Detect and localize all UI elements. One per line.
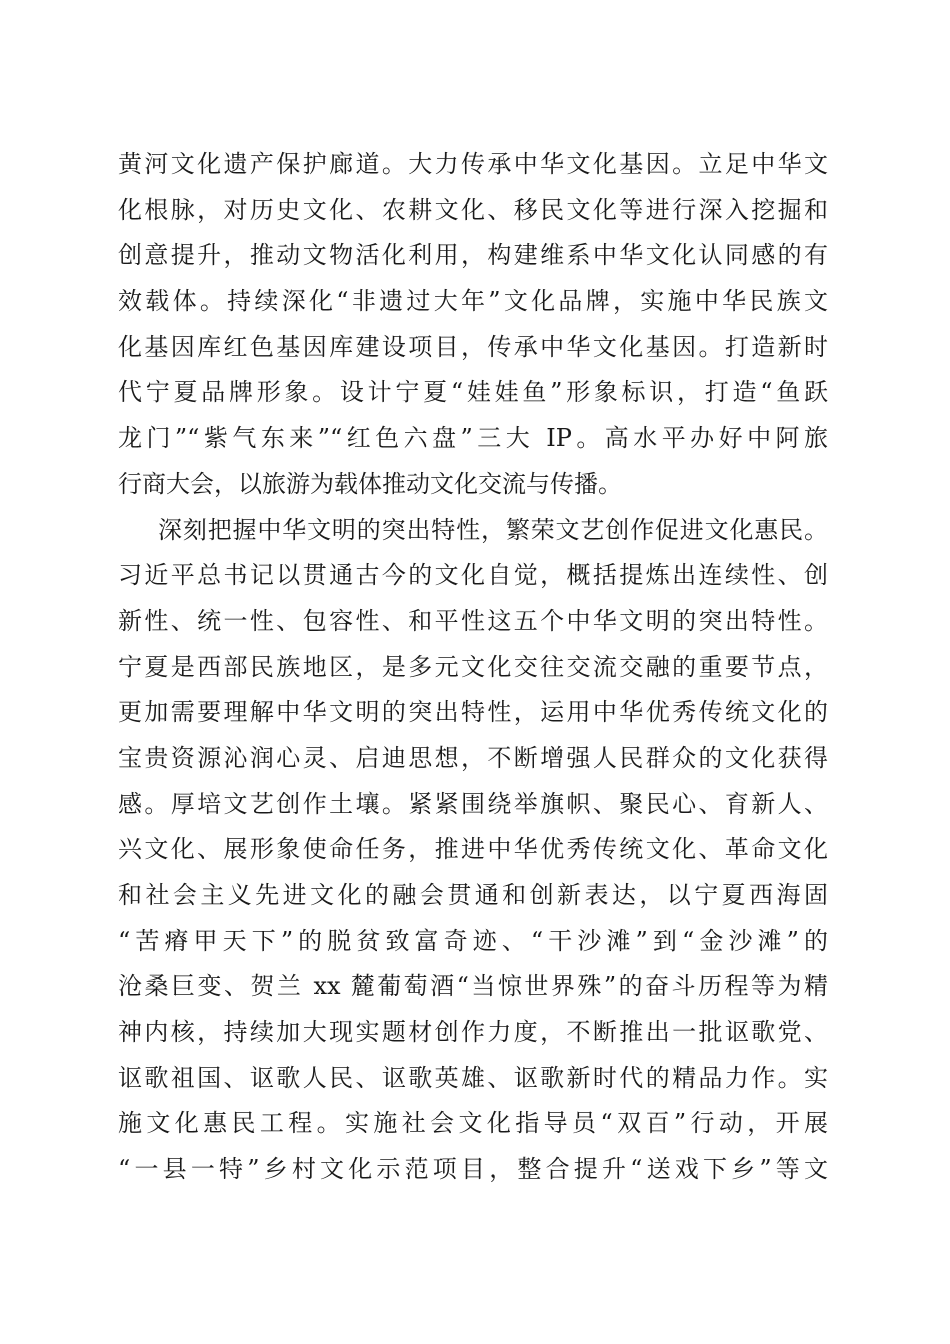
text-line: 龙门”“紫气东来”“红色六盘”三大 IP。高水平办好中阿旅 xyxy=(118,424,828,453)
text-line: 深刻把握中华文明的突出特性，繁荣文艺创作促进文化惠民。 xyxy=(158,515,828,544)
text-line: 效载体。持续深化“非遗过大年”文化品牌，实施中华民族文 xyxy=(118,287,828,316)
text-line: 化基因库红色基因库建设项目，传承中华文化基因。打造新时 xyxy=(118,332,828,361)
paragraph-1 xyxy=(118,142,828,508)
text-line: 化根脉，对历史文化、农耕文化、移民文化等进行深入挖掘和 xyxy=(118,195,828,224)
text-line: “一县一特”乡村文化示范项目，整合提升“送戏下乡”等文 xyxy=(118,1155,828,1184)
text-line: 神内核，持续加大现实题材创作力度，不断推出一批讴歌党、 xyxy=(118,1018,828,1047)
text-line: 习近平总书记以贯通古今的文化自觉，概括提炼出连续性、创 xyxy=(118,561,828,590)
text-line: 新性、统一性、包容性、和平性这五个中华文明的突出特性。 xyxy=(118,606,828,635)
text-line: 代宁夏品牌形象。设计宁夏“娃娃鱼”形象标识，打造“鱼跃 xyxy=(118,378,828,407)
text-line: 讴歌祖国、讴歌人民、讴歌英雄、讴歌新时代的精品力作。实 xyxy=(118,1063,828,1092)
text-line: 创意提升，推动文物活化利用，构建维系中华文化认同感的有 xyxy=(118,241,828,270)
text-line: 沧桑巨变、贺兰 xx 麓葡萄酒“当惊世界殊”的奋斗历程等为精 xyxy=(118,972,828,1001)
text-line: 行商大会，以旅游为载体推动文化交流与传播。 xyxy=(118,469,622,498)
paragraph-2 xyxy=(118,508,828,1193)
document-body xyxy=(118,142,828,1193)
text-line: 施文化惠民工程。实施社会文化指导员“双百”行动，开展 xyxy=(118,1109,828,1138)
text-line: 更加需要理解中华文明的突出特性，运用中华优秀传统文化的 xyxy=(118,698,828,727)
text-line: 宁夏是西部民族地区，是多元文化交往交流交融的重要节点， xyxy=(118,652,828,681)
text-line: 兴文化、展形象使命任务，推进中华优秀传统文化、革命文化 xyxy=(118,835,828,864)
text-line: 黄河文化遗产保护廊道。大力传承中华文化基因。立足中华文 xyxy=(118,150,828,178)
text-line: 和社会主义先进文化的融会贯通和创新表达，以宁夏西海固 xyxy=(118,881,828,909)
text-line: “苦瘠甲天下”的脱贫致富奇迹、“干沙滩”到“金沙滩”的 xyxy=(118,926,828,955)
text-line: 感。厚培文艺创作土壤。紧紧围绕举旗帜、聚民心、育新人、 xyxy=(118,789,828,818)
text-line: 宝贵资源沁润心灵、启迪思想，不断增强人民群众的文化获得 xyxy=(118,743,828,772)
